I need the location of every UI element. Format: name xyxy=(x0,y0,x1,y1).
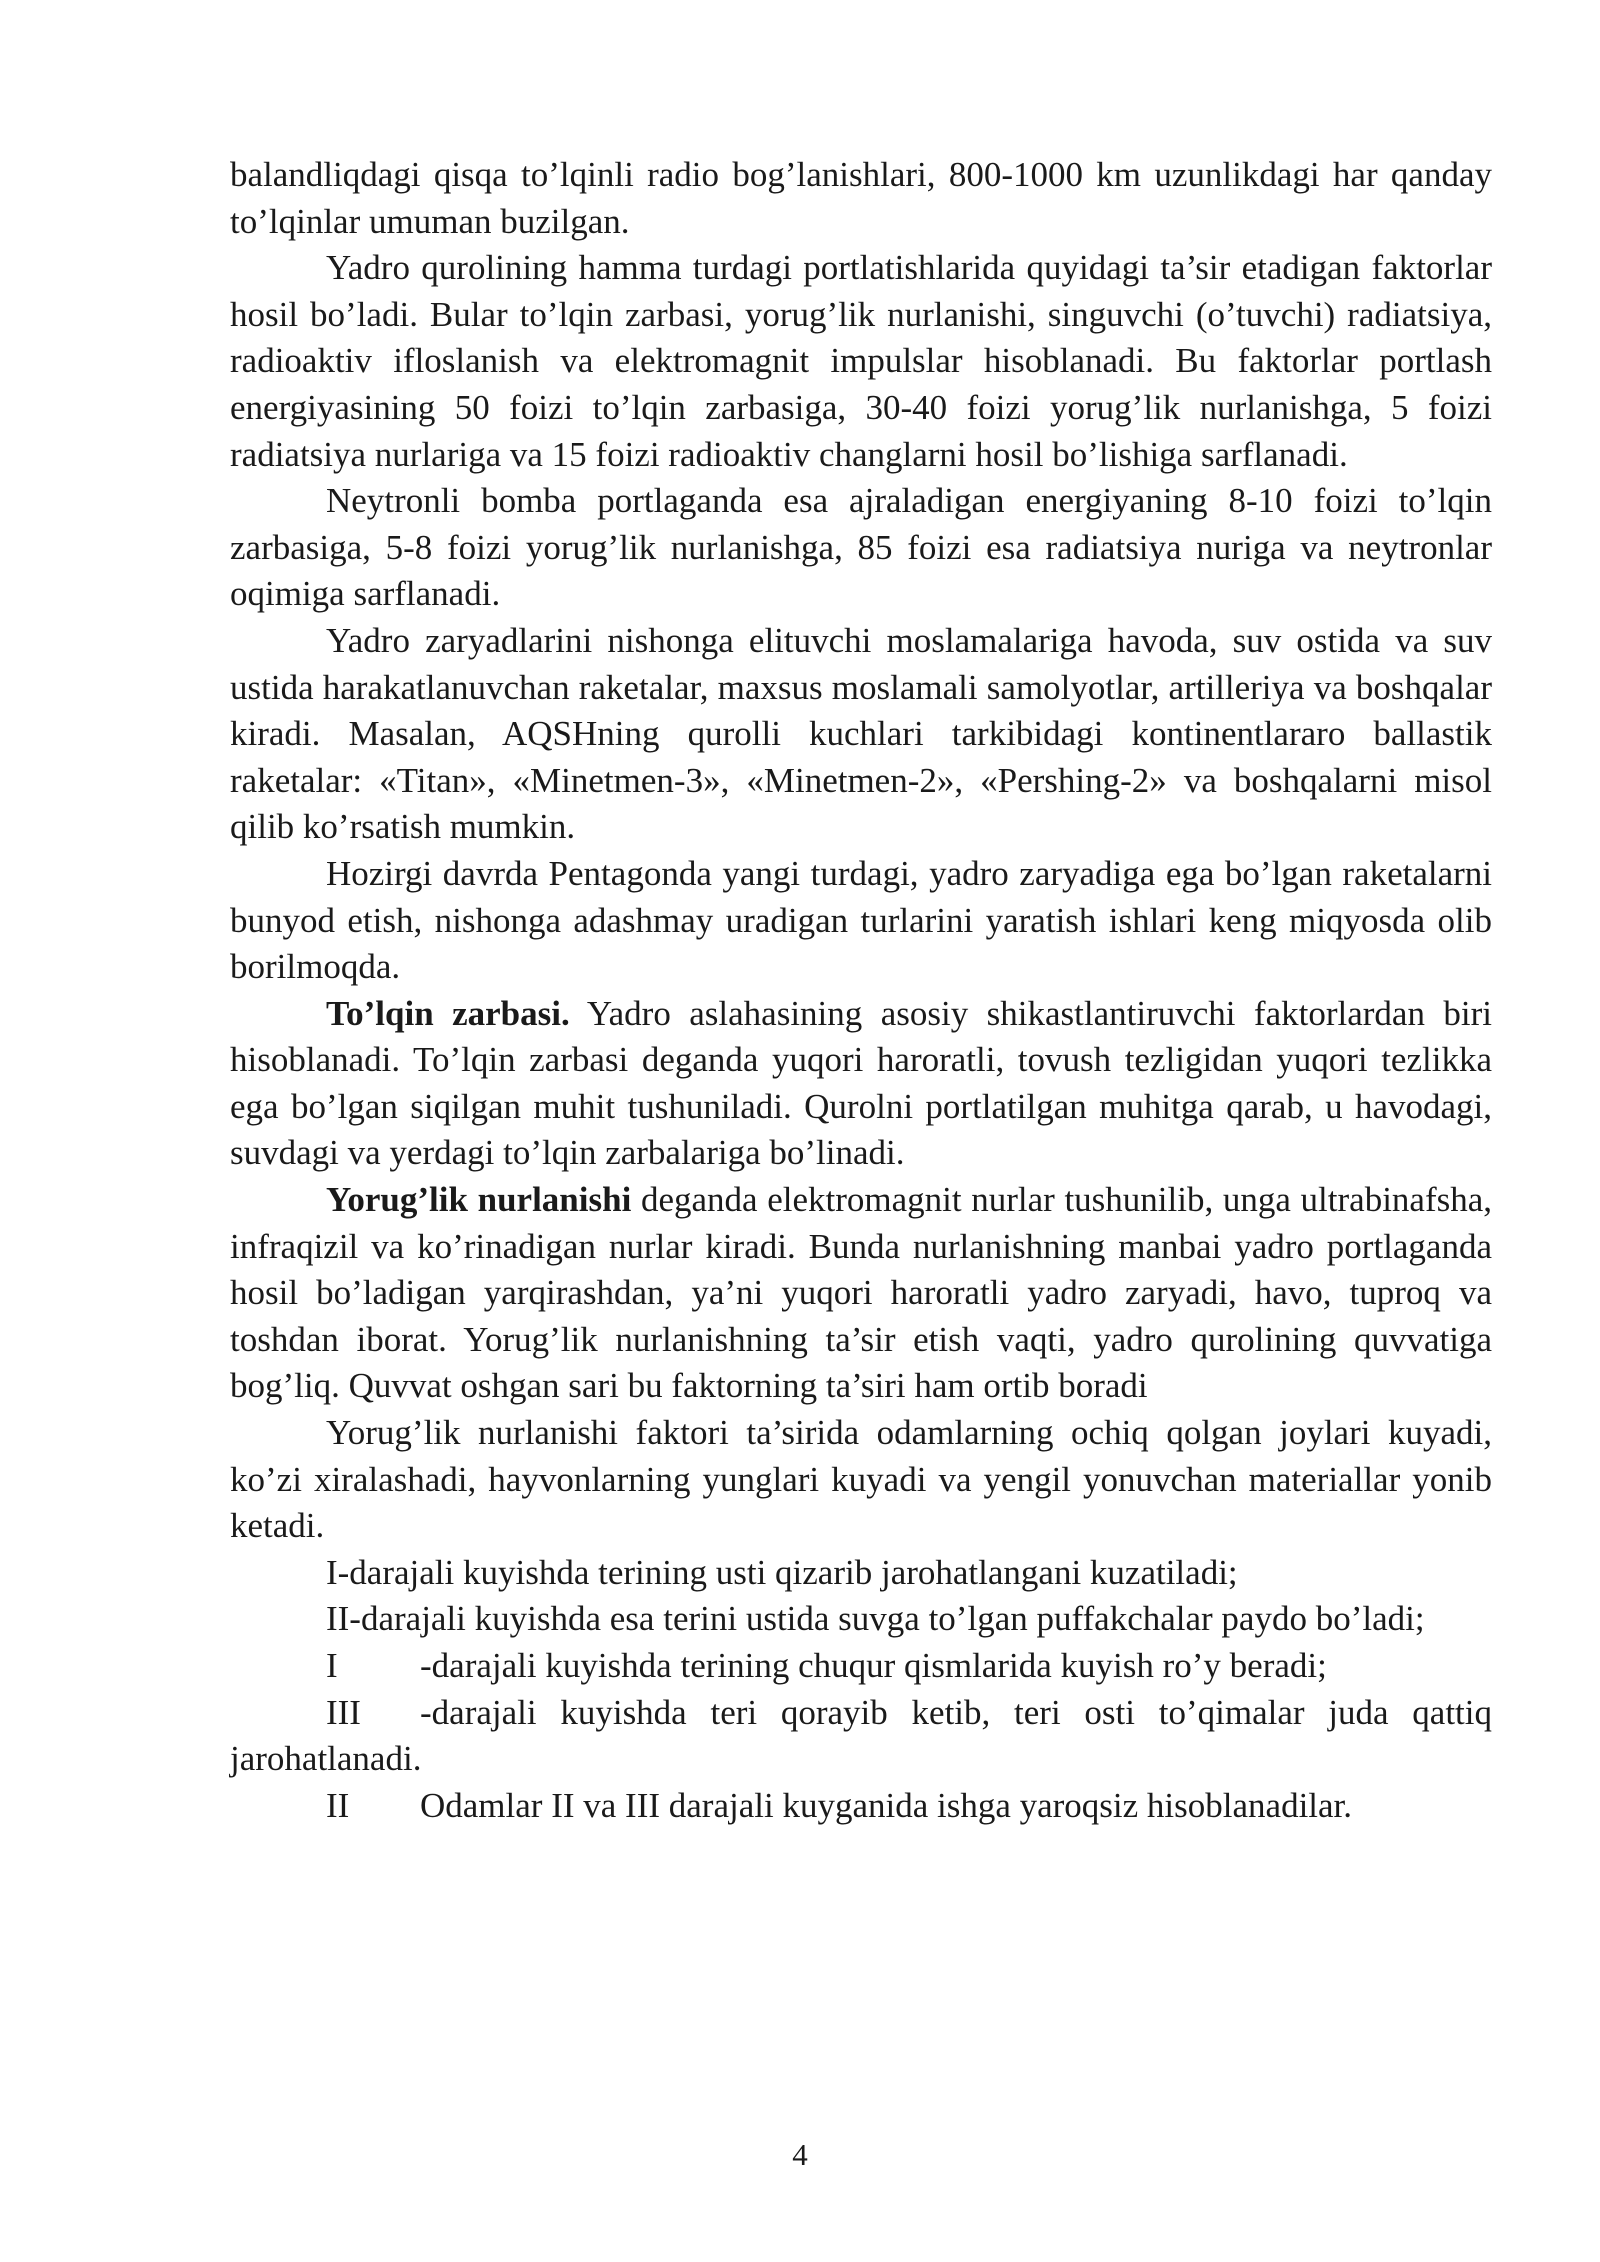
paragraph-light-effects: Yorug’lik nurlanishi faktori ta’sirida odamlarning ochiq qolgan joylari kuyadi, ko’zi xiralashadi, hayvonlarning yunglari kuyadi va yengil yonuvchan materiallar yonib ketadi. xyxy=(230,1413,1492,1546)
shock-wave-text: Yadro aslahasining asosiy shikastlantiruvchi faktorlardan biri hisoblanadi. To’lqin zarbasi deganda yuqori haroratli, tovush tezligidan yuqori tezlikka ega bo’lgan siqilgan muhit tushuniladi. Qurolni portlatilgan muhitga qarab, u havodagi, suvdagi va yerdagi to’lqin zarbalariga bo’linadi. xyxy=(230,993,1492,1173)
paragraph-burn-degree-1: I-darajali kuyishda terining usti qizarib jarohatlangani kuzatiladi; xyxy=(326,1552,1238,1592)
list-marker: II xyxy=(326,1785,350,1825)
paragraph-burn-degree-3 xyxy=(230,1643,1492,1690)
light-radiation-text: deganda elektromagnit nurlar tushunilib, unga ultrabinafsha, infraqizil va ko’rinadigan nurlar kiradi. Bunda nurlanishning manbai yadro portlaganda hosil bo’ladigan yarqirashdan, ya’ni yuqori haroratli yadro zaryadi, havo, tuproq va toshdan iborat. Yorug’lik nurlanishning ta’sir etish vaqti, yadro qurolining quvvatiga bog’liq. Quvvat oshgan sari bu faktorning ta’siri ham ortib boradi xyxy=(230,1180,1493,1406)
paragraph-burn-degree-4 xyxy=(230,1690,1492,1783)
burn-degree-4-text: -darajali kuyishda teri qorayib ketib, teri osti to’qimalar juda qattiq jarohatlanadi. xyxy=(230,1692,1492,1779)
term-shock-wave: To’lqin zarbasi. xyxy=(326,993,570,1033)
paragraph-continuation: balandliqdagi qisqa to’lqinli radio bog’lanishlari, 800-1000 km uzunlikdagi har qanday to’lqinlar umuman buzilgan. xyxy=(230,155,1492,241)
list-marker: I xyxy=(326,1646,338,1685)
paragraph-damage-factors: Yadro qurolining hamma turdagi portlatishlarida quyidagi ta’sir etadigan faktorlar hosil bo’ladi. Bular to’lqin zarbasi, yorug’lik nurlanishi, singuvchi (o’tuvchi) radiatsiya, radioaktiv ifloslanish va elektromagnit impulslar hisoblanadi. Bu faktorlar portlash energiyasining 50 foizi to’lqin zarbasiga, 30-40 foizi yorug’lik nurlanishga, 5 foizi radiatsiya nurlariga va 15 foizi radioaktiv changlarni hosil bo’lishiga sarflanadi. xyxy=(230,248,1492,474)
paragraph-neutron-bomb: Neytronli bomba portlaganda esa ajraladigan energiyaning 8-10 foizi to’lqin zarbasiga, 5-8 foizi yorug’lik nurlanishga, 85 foizi esa radiatsiya nuriga va neytronlar oqimiga sarflanadi. xyxy=(230,481,1492,614)
paragraph-light-radiation xyxy=(230,1177,1492,1410)
paragraph-shock-wave xyxy=(230,991,1492,1177)
paragraph-work-capacity xyxy=(230,1783,1492,1830)
page-number: 4 xyxy=(792,2137,808,2172)
term-light-radiation: Yorug’lik nurlanishi xyxy=(326,1180,632,1220)
list-marker: III xyxy=(326,1692,361,1732)
work-capacity-text: Odamlar II va III darajali kuyganida ishga yaroqsiz hisoblanadilar. xyxy=(420,1785,1353,1825)
body-text xyxy=(230,152,1492,1829)
paragraph-pentagon: Hozirgi davrda Pentagonda yangi turdagi, yadro zaryadiga ega bo’lgan raketalarni bunyod etish, nishonga adashmay uradigan turlarini yaratish ishlari keng miqyosda olib borilmoqda. xyxy=(230,853,1492,987)
paragraph-burn-degree-2: II-darajali kuyishda esa terini ustida suvga to’lgan puffakchalar paydo bo’ladi; xyxy=(326,1599,1425,1639)
paragraph-delivery-means: Yadro zaryadlarini nishonga elituvchi moslamalariga havoda, suv ostida va suv ustida harakatlanuvchan raketalar, maxsus moslamali samolyotlar, artilleriya va boshqalar kiradi. Masalan, AQSHning qurolli kuchlari tarkibidagi kontinentlararo ballastik raketalar: «Titan», «Minetmen-3», «Minetmen-2», «Pershing-2» va boshqalarni misol qilib ko’rsatish mumkin. xyxy=(230,620,1492,847)
burn-degree-3-text: -darajali kuyishda terining chuqur qismlarida kuyish ro’y beradi; xyxy=(420,1646,1327,1685)
